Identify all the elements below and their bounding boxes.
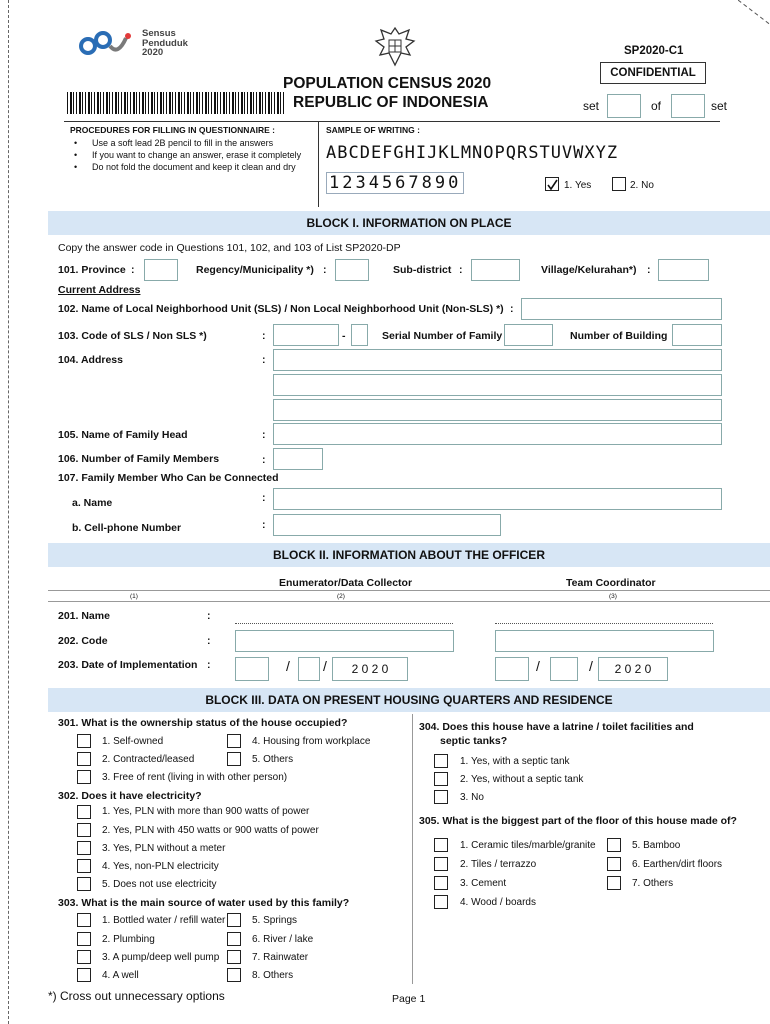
q301-option: 4. Housing from workplace bbox=[252, 736, 371, 747]
q202-label: 202. Code bbox=[58, 635, 108, 647]
village-code-box[interactable] bbox=[658, 259, 709, 281]
sample-yes-label: 1. Yes bbox=[564, 180, 592, 191]
date-sep-3: / bbox=[536, 658, 540, 674]
q302-option-checkbox[interactable] bbox=[77, 805, 91, 819]
address-line-1[interactable] bbox=[273, 349, 722, 371]
contact-phone-box[interactable] bbox=[273, 514, 501, 536]
sls-suffix-box[interactable] bbox=[351, 324, 368, 346]
date-sep-4: / bbox=[589, 658, 593, 674]
q305-option-checkbox[interactable] bbox=[434, 857, 448, 871]
q305-option-checkbox[interactable] bbox=[434, 838, 448, 852]
q104-label: 104. Address bbox=[58, 354, 123, 366]
logo-line-1: Sensus bbox=[142, 28, 176, 39]
contact-name-box[interactable] bbox=[273, 488, 722, 510]
q103-colon: : bbox=[262, 330, 266, 342]
q303-option-checkbox[interactable] bbox=[227, 968, 241, 982]
q303-label: 303. What is the main source of water used by this family? bbox=[58, 897, 350, 909]
sample-yes-checkbox bbox=[545, 177, 559, 191]
q102-label: 102. Name of Local Neighborhood Unit (SLS) / Non Local Neighborhood Unit (Non-SLS) *) bbox=[58, 303, 504, 315]
q302-option: 2. Yes, PLN with 450 watts or 900 watts of power bbox=[102, 825, 319, 836]
serial-label: Serial Number of Family bbox=[382, 330, 503, 342]
q302-option: 3. Yes, PLN without a meter bbox=[102, 843, 226, 854]
q303-option-checkbox[interactable] bbox=[77, 932, 91, 946]
form-code: SP2020-C1 bbox=[624, 45, 684, 57]
block1-title: BLOCK I. INFORMATION ON PLACE bbox=[48, 211, 770, 235]
procedure-item: • If you want to change an answer, erase it completely bbox=[74, 150, 302, 160]
garuda-emblem-icon bbox=[374, 24, 416, 70]
q303-option-checkbox[interactable] bbox=[77, 968, 91, 982]
q301-option: 1. Self-owned bbox=[102, 736, 164, 747]
family-members-box[interactable] bbox=[273, 448, 323, 470]
q202-colon: : bbox=[207, 635, 211, 647]
building-label: Number of Building bbox=[570, 330, 668, 342]
q304-option: 2. Yes, without a septic tank bbox=[460, 774, 584, 785]
q304-option-checkbox[interactable] bbox=[434, 754, 448, 768]
q305-option-checkbox[interactable] bbox=[607, 838, 621, 852]
sls-dash: - bbox=[342, 330, 346, 342]
q106-colon: : bbox=[262, 454, 266, 466]
regency-label: Regency/Municipality *) bbox=[196, 264, 314, 276]
q301-option-checkbox[interactable] bbox=[77, 770, 91, 784]
q303-option: 7. Rainwater bbox=[252, 952, 309, 963]
q107-label: 107. Family Member Who Can be Connected bbox=[58, 472, 279, 484]
header-divider bbox=[64, 121, 720, 122]
enumerator-year: 2 0 2 0 bbox=[332, 657, 408, 681]
q102-colon: : bbox=[510, 303, 514, 315]
q104-colon: : bbox=[262, 354, 266, 366]
procedures-heading: PROCEDURES FOR FILLING IN QUESTIONNAIRE : bbox=[70, 125, 275, 135]
col1-marker: (1) bbox=[130, 593, 138, 600]
q302-option-checkbox[interactable] bbox=[77, 877, 91, 891]
q303-option: 1. Bottled water / refill water bbox=[102, 915, 226, 926]
q304-option-checkbox[interactable] bbox=[434, 790, 448, 804]
title-line-1: POPULATION CENSUS 2020 bbox=[283, 75, 492, 92]
set-label: set bbox=[583, 99, 600, 113]
barcode-icon bbox=[67, 92, 285, 114]
address-line-3[interactable] bbox=[273, 399, 722, 421]
q305-option: 2. Tiles / terrazzo bbox=[460, 859, 537, 870]
coordinator-month-box[interactable] bbox=[550, 657, 578, 681]
q303-option-checkbox[interactable] bbox=[77, 913, 91, 927]
q301-option-checkbox[interactable] bbox=[227, 752, 241, 766]
current-address-label: Current Address bbox=[58, 284, 141, 296]
q301-option: 5. Others bbox=[252, 754, 294, 765]
family-head-name-box[interactable] bbox=[273, 423, 722, 445]
q302-option-checkbox[interactable] bbox=[77, 859, 91, 873]
q305-option: 3. Cement bbox=[460, 878, 507, 889]
block3-divider bbox=[412, 714, 413, 984]
q303-option: 2. Plumbing bbox=[102, 934, 155, 945]
regency-colon: : bbox=[323, 264, 327, 276]
cut-line-left bbox=[8, 0, 9, 1024]
enumerator-day-box[interactable] bbox=[235, 657, 269, 681]
q203-label: 203. Date of Implementation bbox=[58, 659, 198, 671]
village-colon: : bbox=[647, 264, 651, 276]
q304-option-checkbox[interactable] bbox=[434, 772, 448, 786]
q305-option: 5. Bamboo bbox=[632, 840, 681, 851]
q103-label: 103. Code of SLS / Non SLS *) bbox=[58, 330, 207, 342]
q305-option-checkbox[interactable] bbox=[607, 876, 621, 890]
procedures-list bbox=[70, 137, 310, 173]
q106-label: 106. Number of Family Members bbox=[58, 453, 220, 465]
of-label: of bbox=[651, 99, 662, 113]
q303-option: 8. Others bbox=[252, 970, 294, 981]
q305-label: 305. What is the biggest part of the floor of this house made of? bbox=[419, 815, 737, 827]
q101-label: 101. Province bbox=[58, 264, 126, 276]
q101-colon: : bbox=[131, 264, 135, 276]
q303-option: 6. River / lake bbox=[252, 934, 314, 945]
procedures-divider bbox=[318, 121, 319, 207]
col3-marker: (3) bbox=[609, 593, 617, 600]
copy-note: Copy the answer code in Questions 101, 102, and 103 of List SP2020-DP bbox=[58, 242, 401, 254]
q105-colon: : bbox=[262, 429, 266, 441]
q305-option: 6. Earthen/dirt floors bbox=[632, 859, 723, 870]
date-sep-1: / bbox=[286, 658, 290, 674]
q303-option-checkbox[interactable] bbox=[227, 950, 241, 964]
q201-colon: : bbox=[207, 610, 211, 622]
q303-option: 5. Springs bbox=[252, 915, 298, 926]
coordinator-code-box[interactable] bbox=[495, 630, 714, 652]
sample-no-checkbox bbox=[612, 177, 626, 191]
sample-digits: 1234567890 bbox=[326, 172, 464, 194]
q303-option-checkbox[interactable] bbox=[227, 932, 241, 946]
q305-option-checkbox[interactable] bbox=[607, 857, 621, 871]
coordinator-day-box[interactable] bbox=[495, 657, 529, 681]
page-number: Page 1 bbox=[392, 993, 426, 1005]
q301-option: 2. Contracted/leased bbox=[102, 754, 195, 765]
enumerator-heading: Enumerator/Data Collector bbox=[279, 577, 413, 589]
q304-option: 1. Yes, with a septic tank bbox=[460, 756, 570, 767]
q302-option-checkbox[interactable] bbox=[77, 841, 91, 855]
coordinator-name-line[interactable] bbox=[495, 623, 713, 624]
block2-title: BLOCK II. INFORMATION ABOUT THE OFFICER bbox=[48, 543, 770, 567]
q301-option: 3. Free of rent (living in with other person) bbox=[102, 772, 288, 783]
q302-option: 4. Yes, non-PLN electricity bbox=[102, 861, 219, 872]
cut-line-corner bbox=[738, 0, 770, 30]
q302-option-checkbox[interactable] bbox=[77, 823, 91, 837]
sls-name-box[interactable] bbox=[521, 298, 722, 320]
confidential-badge: CONFIDENTIAL bbox=[600, 62, 706, 84]
q304-label-line1: 304. Does this house have a latrine / toilet facilities and bbox=[419, 721, 694, 733]
logo-line-3: 2020 bbox=[142, 47, 164, 58]
q107b-colon: : bbox=[262, 519, 266, 531]
coordinator-heading: Team Coordinator bbox=[566, 577, 656, 589]
q105-label: 105. Name of Family Head bbox=[58, 429, 188, 441]
set-label-2: set bbox=[711, 99, 728, 113]
q303-option-checkbox[interactable] bbox=[227, 913, 241, 927]
regency-code-box[interactable] bbox=[335, 259, 369, 281]
enumerator-month-box[interactable] bbox=[298, 657, 320, 681]
q301-option-checkbox[interactable] bbox=[77, 734, 91, 748]
sls-code-box[interactable] bbox=[273, 324, 339, 346]
procedure-item: • Use a soft lead 2B pencil to fill in the answers bbox=[74, 138, 274, 148]
q301-option-checkbox[interactable] bbox=[227, 734, 241, 748]
q302-option: 1. Yes, PLN with more than 900 watts of power bbox=[102, 806, 310, 817]
village-label: Village/Kelurahan*) bbox=[541, 264, 637, 276]
q305-option: 1. Ceramic tiles/marble/granite bbox=[460, 840, 596, 851]
subdistrict-label: Sub-district bbox=[393, 264, 452, 276]
census-logo-icon bbox=[76, 28, 138, 60]
q107a-colon: : bbox=[262, 492, 266, 504]
coordinator-year: 2 0 2 0 bbox=[598, 657, 668, 681]
subdistrict-colon: : bbox=[459, 264, 463, 276]
block3-title: BLOCK III. DATA ON PRESENT HOUSING QUARTERS AND RESIDENCE bbox=[48, 688, 770, 712]
q201-label: 201. Name bbox=[58, 610, 110, 622]
q304-label-line2: septic tanks? bbox=[440, 735, 508, 747]
block2-header-rule bbox=[48, 590, 770, 591]
date-sep-2: / bbox=[323, 658, 327, 674]
q301-label: 301. What is the ownership status of the house occupied? bbox=[58, 717, 348, 729]
serial-number-box[interactable] bbox=[504, 324, 553, 346]
block2-marker-rule bbox=[48, 601, 770, 602]
address-line-2[interactable] bbox=[273, 374, 722, 396]
q107b-label: b. Cell-phone Number bbox=[72, 522, 182, 534]
q303-option: 4. A well bbox=[102, 970, 139, 981]
q203-colon: : bbox=[207, 659, 211, 671]
footnote: *) Cross out unnecessary options bbox=[48, 989, 225, 1003]
building-number-box[interactable] bbox=[672, 324, 722, 346]
enumerator-name-line[interactable] bbox=[235, 623, 453, 624]
q305-option: 4. Wood / boards bbox=[460, 897, 536, 908]
set-number-box[interactable] bbox=[607, 94, 641, 118]
logo-text bbox=[142, 29, 188, 58]
q303-option-checkbox[interactable] bbox=[77, 950, 91, 964]
sample-letters: ABCDEFGHIJKLMNOPQRSTUVWXYZ bbox=[326, 143, 619, 163]
subdistrict-code-box[interactable] bbox=[471, 259, 520, 281]
q301-option-checkbox[interactable] bbox=[77, 752, 91, 766]
procedure-item: • Do not fold the document and keep it clean and dry bbox=[74, 162, 296, 172]
enumerator-code-box[interactable] bbox=[235, 630, 454, 652]
q107a-label: a. Name bbox=[72, 497, 113, 509]
q304-option: 3. No bbox=[460, 792, 484, 803]
q305-option-checkbox[interactable] bbox=[434, 895, 448, 909]
title-line-2: REPUBLIC OF INDONESIA bbox=[293, 94, 489, 111]
q302-option: 5. Does not use electricity bbox=[102, 879, 217, 890]
logo-line-2: Penduduk bbox=[142, 37, 188, 49]
q305-option-checkbox[interactable] bbox=[434, 876, 448, 890]
set-total-box[interactable] bbox=[671, 94, 705, 118]
q305-option: 7. Others bbox=[632, 878, 674, 889]
q303-option: 3. A pump/deep well pump bbox=[102, 952, 220, 963]
sample-no-label: 2. No bbox=[630, 180, 654, 191]
sample-heading: SAMPLE OF WRITING : bbox=[326, 125, 420, 135]
col2-marker: (2) bbox=[337, 593, 345, 600]
q302-label: 302. Does it have electricity? bbox=[58, 790, 202, 802]
province-code-box[interactable] bbox=[144, 259, 178, 281]
